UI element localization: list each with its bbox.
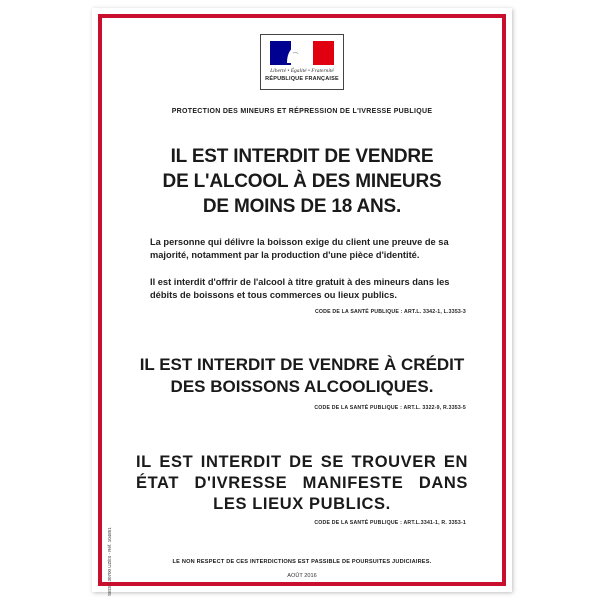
marianne-profile-icon — [283, 42, 307, 64]
title-word: INTERDIT — [200, 453, 282, 471]
section1-title-line: IL EST INTERDIT DE VENDRE — [170, 146, 434, 167]
section1-paragraph-1: La personne qui délivre la boisson exige du client une preuve de sa majorité, notamment par la production d'une pièce d'identité. — [150, 237, 449, 260]
section1-legal-reference: CODE DE LA SANTÉ PUBLIQUE : ART.L. 3342-1, L.3353-3 — [314, 309, 466, 315]
publication-date: AOÛT 2016 — [287, 573, 317, 579]
title-word: MANIFESTE — [302, 474, 404, 492]
section3-title — [136, 452, 468, 515]
title-word: DANS — [418, 474, 468, 492]
title-word: SE — [320, 453, 344, 471]
republique-francaise-logo — [260, 34, 344, 90]
motto-text: Liberté • Égalité • Fraternité — [270, 68, 334, 74]
section3-title-line-3: LES LIEUX PUBLICS. — [213, 495, 391, 513]
poster-header: PROTECTION DES MINEURS ET RÉPRESSION DE L'IVRESSE PUBLIQUE — [171, 108, 433, 115]
section3-title-line-1 — [136, 452, 468, 473]
section2-title — [132, 354, 472, 398]
title-word: D'IVRESSE — [194, 474, 288, 492]
title-word: DE — [289, 453, 314, 471]
title-word: IL — [136, 453, 152, 471]
section1-title-line: DE MOINS DE 18 ANS. — [202, 196, 402, 217]
section3-title-line-2 — [136, 473, 468, 494]
printer-side-mark: SEDI - 30700 UZÈS - Réf. 104851 — [107, 527, 112, 596]
section2-title-line: IL EST INTERDIT DE VENDRE À CRÉDIT — [139, 355, 465, 374]
section1-title-line: DE L'ALCOOL À DES MINEURS — [162, 171, 442, 192]
title-word: ÉTAT — [136, 474, 180, 492]
section2-title-line: DES BOISSONS ALCOOLIQUES. — [170, 377, 434, 396]
section2-legal-reference: CODE DE LA SANTÉ PUBLIQUE : ART.L. 3322-9, R.3353-5 — [314, 405, 466, 411]
section1-title — [132, 144, 472, 219]
section3-legal-reference: CODE DE LA SANTÉ PUBLIQUE : ART.L.3341-1, R. 3353-1 — [314, 520, 466, 526]
republic-label: RÉPUBLIQUE FRANÇAISE — [265, 76, 339, 82]
section1-paragraph-2: Il est interdit d'offrir de l'alcool à titre gratuit à des mineurs dans les débits de boissons et tous commerces ou lieux publics. — [150, 277, 450, 300]
notice-poster — [92, 8, 512, 596]
title-word: TROUVER — [351, 453, 437, 471]
title-word: EST — [159, 453, 194, 471]
legal-warning-footer: LE NON RESPECT DE CES INTERDICTIONS EST PASSIBLE DE POURSUITES JUDICIAIRES. — [172, 559, 432, 565]
title-word: EN — [443, 453, 468, 471]
